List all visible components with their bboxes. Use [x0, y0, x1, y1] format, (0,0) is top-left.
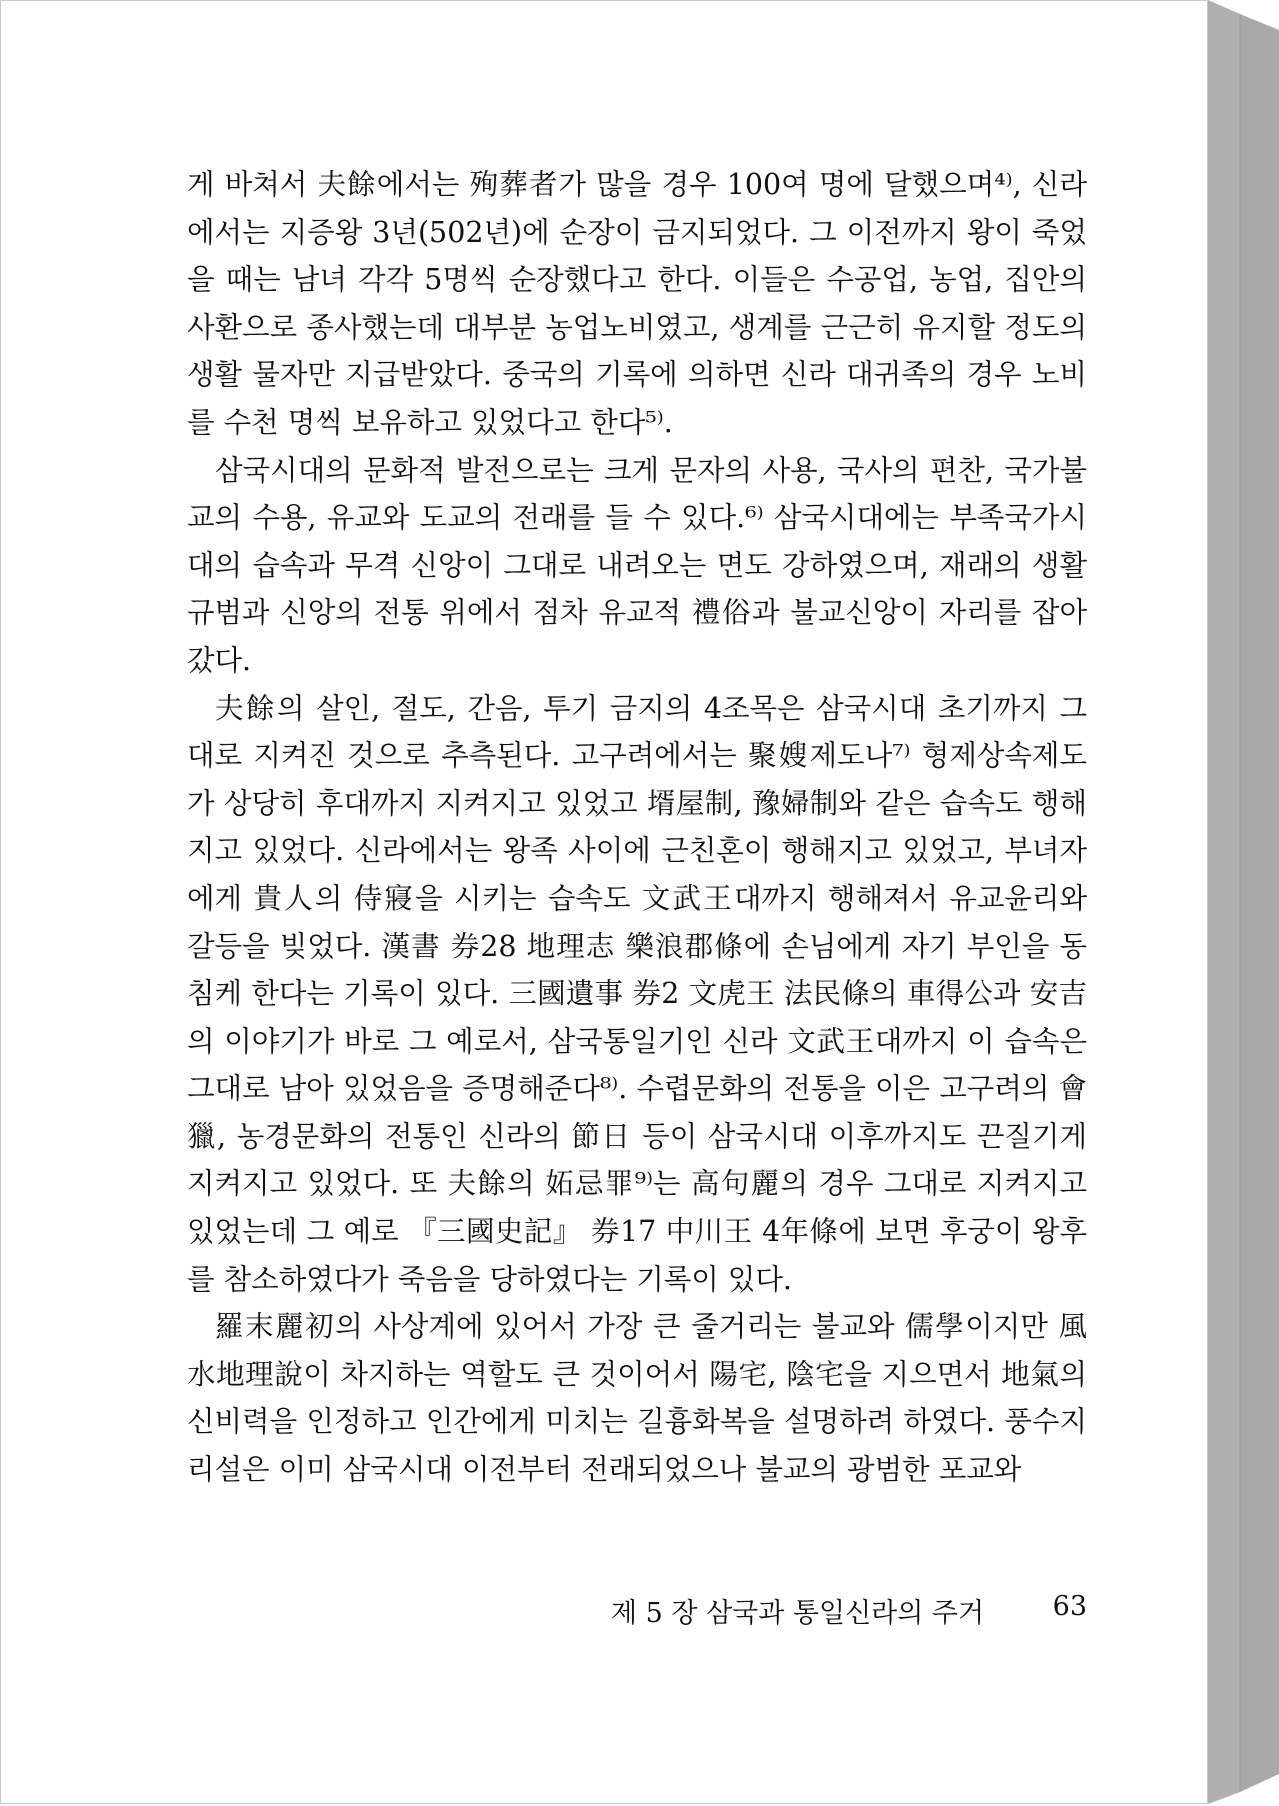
- paragraph-1: 게 바쳐서 夫餘에서는 殉葬者가 많을 경우 100여 명에 달했으며⁴⁾, 신라에서는 지증왕 3년(502년)에 순장이 금지되었다. 그 이전까지 왕이 죽었을 때는 남녀 각각 5명씩 순장했다고 한다. 이들은 수공업, 농업, 집안의 사환으로 종사했는데 대부분 농업노비였고, 생계를 근근히 유지할 정도의 생활 물자만 지급받았다. 중국의 기록에 의하면 신라 대귀족의 경우 노비를 수천 명씩 보유하고 있었다고 한다⁵⁾.: [187, 168, 1087, 439]
- page-footer: [611, 1591, 1087, 1630]
- paragraph-3: 夫餘의 살인, 절도, 간음, 투기 금지의 4조목은 삼국시대 초기까지 그대로 지켜진 것으로 추측된다. 고구려에서는 聚嫂제도나⁷⁾ 형제상속제도가 상당히 후대까지 지켜지고 있었고 壻屋制, 豫婦制와 같은 습속도 행해지고 있었다. 신라에서는 왕족 사이에 근친혼이 행해지고 있었고, 부녀자에게 貴人의 侍寢을 시키는 습속도 文武王대까지 행해져서 유교윤리와 갈등을 빚었다. 漢書 券28 地理志 樂浪郡條에 손님에게 자기 부인을 동침케 한다는 기록이 있다. 三國遺事 券2 文虎王 法民條의 車得公과 安吉의 이야기가 바로 그 예로서, 삼국통일기인 신라 文武王대까지 이 습속은 그대로 남아 있었음을 증명해준다⁸⁾. 수렵문화의 전통을 이은 고구려의 會獵, 농경문화의 전통인 신라의 節日 등이 삼국시대 이후까지도 끈질기게 지켜지고 있었다. 또 夫餘의 妬忌罪⁹⁾는 高句麗의 경우 그대로 지켜지고 있었는데 그 예로 『三國史記』 券17 中川王 4年條에 보면 후궁이 왕후를 참소하였다가 죽음을 당하였다는 기록이 있다.: [187, 691, 1087, 1296]
- paragraph-4: 羅末麗初의 사상계에 있어서 가장 큰 줄거리는 불교와 儒學이지만 風水地理說이 차지하는 역할도 큰 것이어서 陽宅, 陰宅을 지으면서 地氣의 신비력을 인정하고 인간에게 미치는 길흉화복을 설명하려 하였다. 풍수지리설은 이미 삼국시대 이전부터 전래되었으나 불교의 광범한 포교와: [187, 1310, 1087, 1487]
- book-side-face: [1240, 14, 1279, 1792]
- page-number: 63: [1052, 1591, 1087, 1622]
- chapter-title: 제 5 장 삼국과 통일신라의 주거: [611, 1598, 985, 1629]
- paragraph-2: 삼국시대의 문화적 발전으로는 크게 문자의 사용, 국사의 편찬, 국가불교의 수용, 유교와 도교의 전래를 들 수 있다.⁶⁾ 삼국시대에는 부족국가시대의 습속과 무격 신앙이 그대로 내려오는 면도 강하였으며, 재래의 생활규범과 신앙의 전통 위에서 점차 유교적 禮俗과 불교신앙이 자리를 잡아 갔다.: [187, 453, 1087, 677]
- body-text: [187, 161, 1087, 1494]
- book-spine-shadow: [1208, 0, 1240, 1804]
